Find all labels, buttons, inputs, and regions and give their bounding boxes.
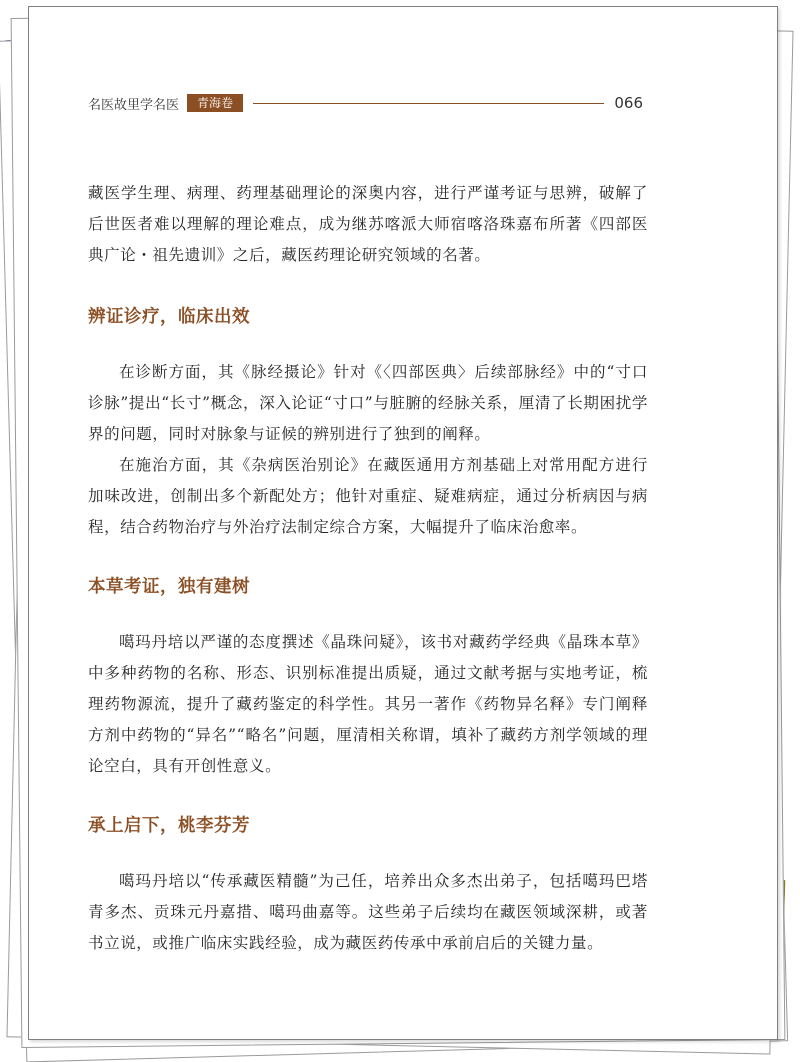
section-heading: 本草考证，独有建树 bbox=[88, 577, 250, 597]
section-heading: 辨证诊疗，临床出效 bbox=[88, 307, 250, 327]
header-rule bbox=[253, 103, 604, 104]
volume-tag: 青海卷 bbox=[187, 94, 243, 112]
intro-paragraph: 藏医学生理、病理、药理基础理论的深奥内容，进行严谨考证与思辨，破解了后世医者难以理解的理论难点，成为继苏喀派大师宿喀洛珠嘉布所著《四部医典广论・祖先遗训》之后，藏医药理论研究领域的名著。 bbox=[88, 184, 648, 264]
page-content bbox=[88, 178, 648, 959]
page-number: 066 bbox=[614, 94, 643, 112]
section-heading: 承上启下，桃李芬芳 bbox=[88, 816, 250, 836]
paragraph: 在施治方面，其《杂病医治别论》在藏医通用方剂基础上对常用配方进行加味改进，创制出多个新配处方；他针对重症、疑难病症，通过分析病因与病程，结合药物治疗与外治疗法制定综合方案，大幅提升了临床治愈率。 bbox=[88, 456, 648, 536]
paragraph: 噶玛丹培以“传承藏医精髓”为己任，培养出众多杰出弟子，包括噶玛巴塔青多杰、贡珠元丹嘉措、噶玛曲嘉等。这些弟子后续均在藏医领域深耕，或著书立说，或推广临床实践经验，成为藏医药传承中承前启后的关键力量。 bbox=[88, 872, 648, 952]
paragraph: 噶玛丹培以严谨的态度撰述《晶珠问疑》，该书对藏药学经典《晶珠本草》中多种药物的名称、形态、识别标准提出质疑，通过文献考据与实地考证，梳理药物源流，提升了藏药鉴定的科学性。其另一著作《药物异名释》专门阐释方剂中药物的“异名”“略名”问题，厘清相关称谓，填补了藏药方剂学领域的理论空白，具有开创性意义。 bbox=[88, 633, 648, 775]
running-header bbox=[88, 92, 643, 114]
paragraph: 在诊断方面，其《脉经摄论》针对《〈四部医典〉后续部脉经》中的“寸口诊脉”提出“长寸”概念，深入论证“寸口”与脏腑的经脉关系，厘清了长期困扰学界的问题，同时对脉象与证候的辨别进行了独到的阐释。 bbox=[88, 363, 648, 443]
series-title: 名医故里学名医 bbox=[88, 97, 180, 113]
